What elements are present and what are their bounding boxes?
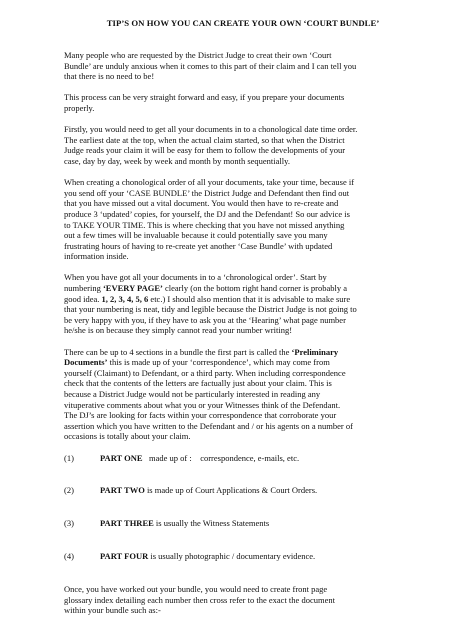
part-text (100, 518, 269, 529)
text-line (64, 251, 422, 262)
part-item (64, 518, 422, 529)
text-line (64, 198, 422, 209)
body-paragraphs (64, 50, 422, 442)
part-description: made up of : correspondence, e-mails, etc. (142, 452, 300, 463)
text-line (64, 283, 422, 294)
text-line (64, 156, 422, 167)
text-run: Judge reads your claim it will be easy for them to follow the developments of your (64, 145, 346, 156)
text-line (64, 71, 422, 82)
text-run: frustrating hours of having to re-create yet another ‘Case Bundle’ with updated (64, 240, 333, 251)
part-number: (2) (64, 485, 74, 496)
text-run: this is made up of your ‘correspondence’, which may come from (107, 357, 330, 368)
text-run: he/she is on because they simply cannot read your number writing! (64, 325, 293, 336)
part-text (100, 551, 315, 562)
text-line (64, 357, 422, 368)
text-line (64, 230, 422, 241)
text-run: Once, you have worked out your bundle, you would need to create front page (64, 583, 328, 594)
paragraph (64, 347, 422, 442)
text-line (64, 584, 422, 595)
text-run: This process can be very straight forward and easy, if you prepare your documents (64, 92, 345, 103)
paragraph (64, 177, 422, 262)
text-run: information inside. (64, 251, 129, 262)
text-line (64, 347, 422, 358)
text-run: you send off your ‘CASE BUNDLE’ the District Judge and Defendant then find out (64, 187, 350, 198)
part-text (100, 453, 299, 464)
text-run: assertion which you have written to the Defendant and / or his agents on a number of (64, 420, 353, 431)
part-number: (4) (64, 551, 74, 562)
text-line (64, 220, 422, 231)
text-line (64, 595, 422, 606)
text-line (64, 124, 422, 135)
text-line (64, 410, 422, 421)
text-line (64, 325, 422, 336)
text-run: within your bundle such as:- (64, 605, 161, 616)
part-name: PART ONE (100, 452, 143, 463)
text-line (64, 378, 422, 389)
part-description: is usually the Witness Statements (153, 517, 270, 528)
text-line (64, 315, 422, 326)
paragraph (64, 92, 422, 113)
part-description: is usually photographic / documentary evidence. (148, 551, 316, 562)
text-line (64, 400, 422, 411)
text-run: case, day by day, week by week and month by month sequentially. (64, 155, 290, 166)
text-run: glossary index detailing each number then cross refer to the exact the document (64, 594, 335, 605)
text-run: numbering (64, 283, 103, 294)
part-item (64, 551, 422, 562)
text-line (64, 294, 422, 305)
text-run: Firstly, you would need to get all your documents in to a chonological date time order. (64, 124, 358, 135)
text-run: that there is no need to be! (64, 71, 155, 82)
text-run: When creating a chonological order of all your documents, take your time, because if (64, 177, 355, 188)
text-run: Many people who are requested by the District Judge to creat their own ‘Court (64, 50, 332, 60)
text-run: occasions is totally about your claim. (64, 431, 191, 442)
text-run: When you have got all your documents in to a ‘chronological order’. Start by (64, 272, 327, 283)
part-item (64, 485, 422, 496)
text-line (64, 241, 422, 252)
part-name: PART FOUR (100, 551, 149, 562)
text-line (64, 135, 422, 146)
text-line (64, 368, 422, 379)
text-line (64, 177, 422, 188)
bold-text: ‘EVERY PAGE’ (102, 283, 163, 294)
text-run: because a District Judge would not be particularly interested in reading any (64, 389, 321, 399)
text-line (64, 421, 422, 432)
text-run: vituperative comments about what you or your Witnesses think of the Defendant. (64, 399, 341, 410)
text-run: be very happy with you, if they have to ask you at the ‘Hearing’ what page number (64, 314, 346, 325)
paragraph (64, 50, 422, 82)
text-line (64, 145, 422, 156)
part-name: PART TWO (100, 485, 145, 496)
part-number: (3) (64, 517, 74, 528)
text-run: There can be up to 4 sections in a bundle the first part is called the (64, 346, 292, 357)
text-line (64, 304, 422, 315)
text-run: produce 3 ‘updated’ copies, for yourself, the DJ and the Defendant! So our advice is (64, 208, 350, 219)
part-name: PART THREE (100, 517, 154, 528)
document-title: TIP’S ON HOW YOU CAN CREATE YOUR OWN ‘COURT BUNDLE’ (106, 18, 380, 28)
closing-paragraph (64, 584, 422, 616)
text-run: check that the contents of the letters are factually just about your claim. This is (64, 378, 332, 389)
text-line (64, 272, 422, 283)
text-run: out a few times will be invaluable because it could potentially save you many (64, 230, 328, 241)
text-line (64, 431, 422, 442)
text-run: yourself (Claimant) to Defendant, or a third party. When including correspondence (64, 367, 346, 378)
paragraph (64, 124, 422, 166)
text-line (64, 605, 422, 616)
text-run: etc.) I should also mention that it is advisable to make sure (148, 293, 351, 304)
text-line (64, 103, 422, 114)
text-line (64, 92, 422, 103)
bold-text: 1, 2, 3, 4, 5, 6 (101, 293, 149, 304)
text-run: properly. (64, 102, 95, 113)
paragraph (64, 272, 422, 336)
text-line (64, 61, 422, 72)
text-run: good idea. (64, 293, 102, 304)
bold-text: Documents’ (64, 357, 108, 368)
part-number: (1) (64, 452, 74, 463)
text-line (64, 389, 422, 400)
text-run: The DJ’s are looking for facts within your correspondence that corroborate your (64, 410, 337, 421)
text-line (64, 50, 422, 61)
text-run: to TAKE YOUR TIME. This is where checking that you have not missed anything (64, 219, 345, 230)
text-run: that you have missed out a vital document. You would then have to re-create and (64, 198, 339, 209)
bold-text: ‘Preliminary (291, 346, 339, 357)
text-run: Bundle’ are unduly anxious when it comes to this part of their claim and I can tell you (64, 60, 357, 71)
part-text (100, 485, 317, 496)
text-run: that your numbering is neat, tidy and legible because the District Judge is not going to (64, 304, 357, 315)
part-item (64, 453, 422, 464)
text-line (64, 188, 422, 199)
bundle-parts-list (64, 453, 422, 562)
part-description: is made up of Court Applications & Court Orders. (144, 485, 318, 496)
text-line (64, 209, 422, 220)
text-run: The earliest date at the top, when the actual claim started, so that when the District (64, 134, 345, 145)
text-run: clearly (on the bottom right hand corner is probably a (162, 283, 347, 294)
